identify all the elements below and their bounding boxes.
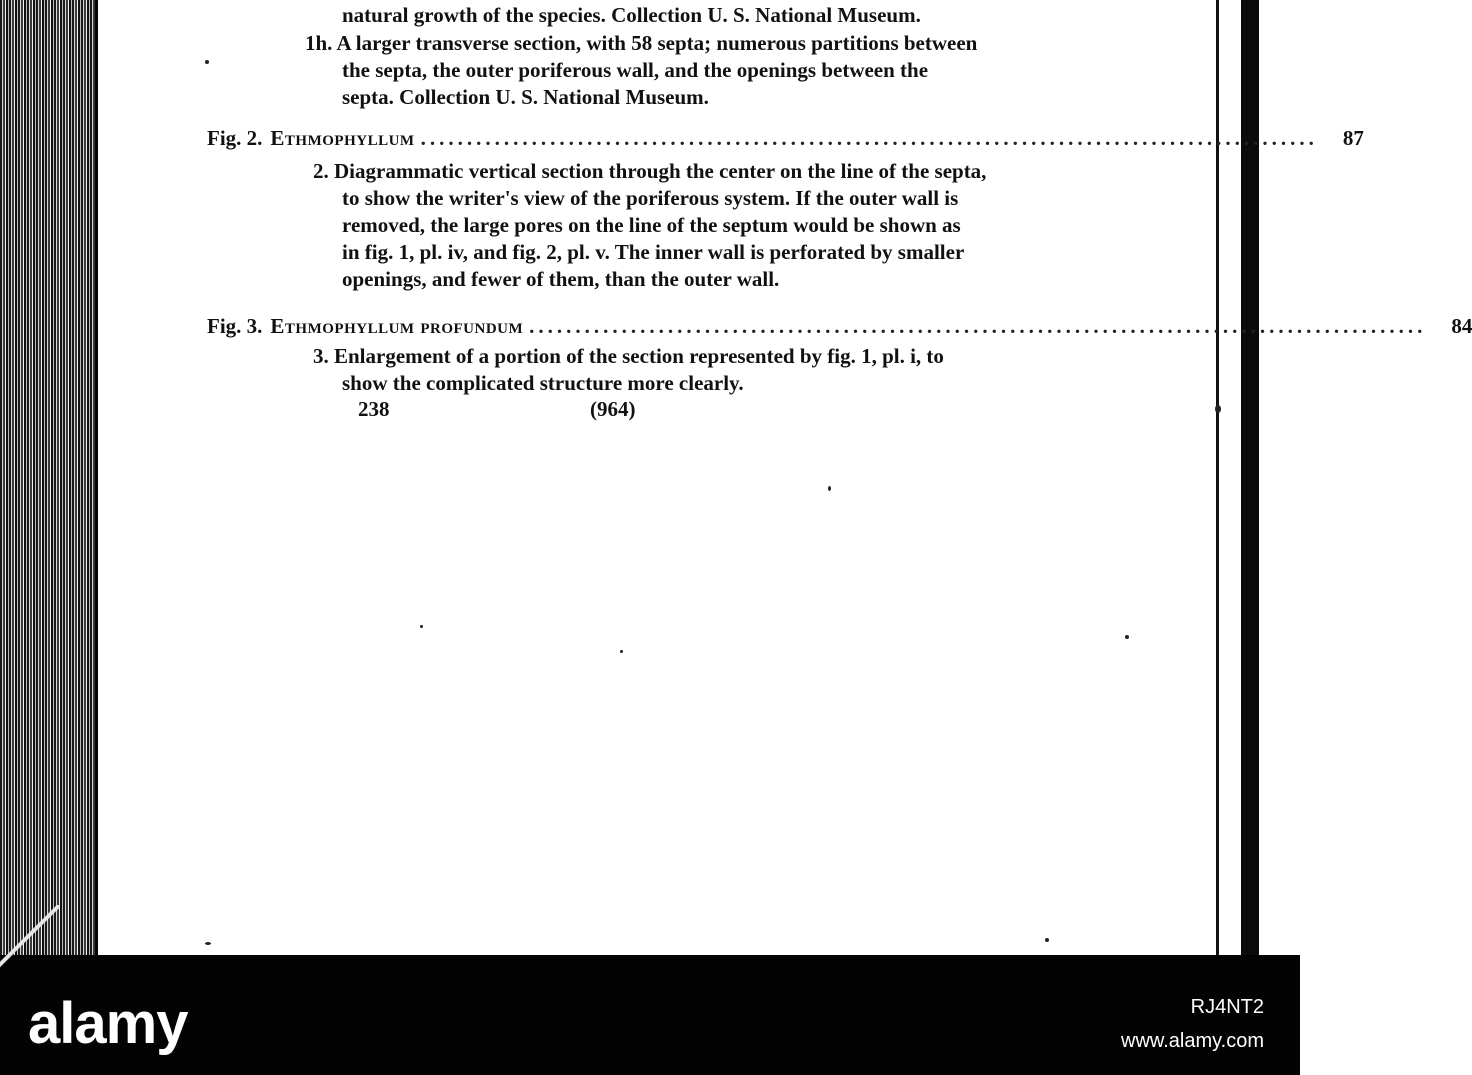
figure-description-line: openings, and fewer of them, than the outer wall. — [342, 267, 780, 291]
figure-description-line: removed, the large pores on the line of the septum would be shown as — [342, 213, 961, 237]
figure-heading-2 — [207, 123, 1364, 153]
page-reference: 87 — [1342, 126, 1364, 150]
book-spine-edge — [0, 0, 98, 955]
alamy-logo: alamy — [28, 991, 188, 1056]
figure-species-name: Ethmophyllum profundum — [270, 314, 524, 338]
figure-number: Fig. 3. — [207, 314, 263, 338]
figure-description-line: in fig. 1, pl. iv, and fig. 2, pl. v. The inner wall is perforated by smaller — [342, 240, 965, 264]
image-id: RJ4NT2 — [1190, 996, 1264, 1018]
dot-leader: ................................................................................................. — [529, 314, 1427, 338]
text-line: natural growth of the species. Collection U. S. National Museum. — [342, 3, 921, 27]
figure-description-line: 2. Diagrammatic vertical section through the center on the line of the septa, — [313, 159, 987, 183]
page-curl-artifact — [0, 905, 60, 985]
text-line: the septa, the outer poriferous wall, and the openings between the — [342, 58, 929, 82]
site-url: www.alamy.com — [1121, 1030, 1264, 1052]
figure-description-line: to show the writer's view of the poriferous system. If the outer wall is — [342, 186, 959, 210]
page-reference: 84 — [1451, 314, 1472, 338]
figure-description-line: 3. Enlargement of a portion of the section represented by fig. 1, pl. i, to — [313, 344, 944, 368]
figure-number: Fig. 2. — [207, 126, 263, 150]
watermark-bar — [0, 955, 1300, 1075]
text-line: 1h. A larger transverse section, with 58 septa; numerous partitions between — [305, 31, 978, 55]
watermark-meta — [1121, 990, 1264, 1058]
page-number: 238 — [358, 397, 390, 421]
text-line: septa. Collection U. S. National Museum. — [342, 85, 709, 109]
figure-description-line: show the complicated structure more clearly. — [342, 371, 744, 395]
figure-genus-name: Ethmophyllum — [270, 126, 415, 150]
bulletin-page-number: (964) — [590, 397, 636, 421]
dot-leader: ................................................................................................. — [420, 126, 1318, 150]
figure-heading-3 — [207, 311, 1472, 341]
